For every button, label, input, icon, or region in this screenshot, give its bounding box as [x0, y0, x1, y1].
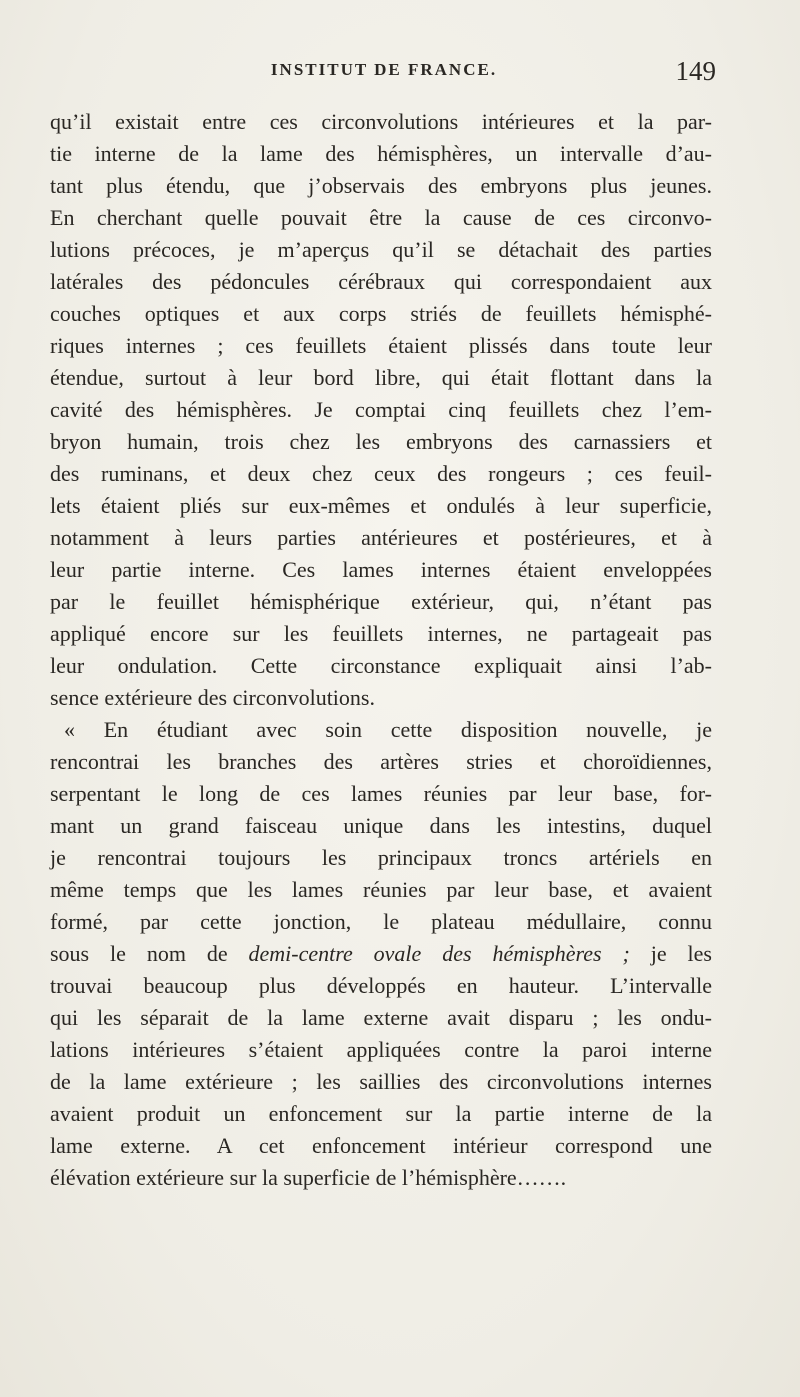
page-header	[52, 56, 716, 90]
text-line: leur partie interne. Ces lames internes étaient enveloppées	[50, 557, 712, 582]
text-line: formé, par cette jonction, le plateau médullaire, connu	[50, 909, 712, 934]
text-line: élévation extérieure sur la superficie de l’hémisphère…….	[50, 1165, 567, 1190]
text-line: lets étaient pliés sur eux-mêmes et ondulés à leur superficie,	[50, 493, 712, 518]
text-segment: je les	[629, 941, 712, 966]
text-line: de la lame extérieure ; les saillies des circonvolutions internes	[50, 1069, 712, 1094]
text-line: riques internes ; ces feuillets étaient plissés dans toute leur	[50, 333, 712, 358]
text-line: couches optiques et aux corps striés de feuillets hémisphé-	[50, 301, 712, 326]
running-head: INSTITUT DE FRANCE.	[270, 60, 498, 79]
text-line: « En étudiant avec soin cette disposition nouvelle, je	[64, 717, 712, 742]
text-line: bryon humain, trois chez les embryons des carnassiers et	[50, 429, 712, 454]
text-line: étendue, surtout à leur bord libre, qui était flottant dans la	[50, 365, 712, 390]
page-number: 149	[675, 56, 716, 86]
text-line: tant plus étendu, que j’observais des embryons plus jeunes.	[50, 173, 712, 198]
text-line: qu’il existait entre ces circonvolutions intérieures et la par-	[50, 109, 712, 134]
text-line: par le feuillet hémisphérique extérieur, qui, n’étant pas	[50, 589, 712, 614]
text-line: latérales des pédoncules cérébraux qui correspondaient aux	[50, 269, 712, 294]
text-line: notamment à leurs parties antérieures et postérieures, et à	[50, 525, 712, 550]
text-line: je rencontrai toujours les principaux troncs artériels en	[50, 845, 712, 870]
text-line: appliqué encore sur les feuillets internes, ne partageait pas	[50, 621, 712, 646]
text-line: rencontrai les branches des artères stries et choroïdiennes,	[50, 749, 712, 774]
text-line: mant un grand faisceau unique dans les intestins, duquel	[50, 813, 712, 838]
italic-term: demi-centre ovale des hémisphères ;	[248, 941, 630, 966]
text-line: qui les séparait de la lame externe avait disparu ; les ondu-	[50, 1005, 712, 1030]
text-line: sence extérieure des circonvolutions.	[50, 685, 375, 710]
text-line: lations intérieures s’étaient appliquées contre la paroi interne	[50, 1037, 712, 1062]
text-line: avaient produit un enfoncement sur la partie interne de la	[50, 1101, 712, 1126]
text-line: En cherchant quelle pouvait être la cause de ces circonvo-	[50, 205, 712, 230]
text-line-with-italic	[50, 938, 712, 970]
text-line: lame externe. A cet enfoncement intérieur correspond une	[50, 1133, 712, 1158]
text-line: cavité des hémisphères. Je comptai cinq feuillets chez l’em-	[50, 397, 712, 422]
text-line: lutions précoces, je m’aperçus qu’il se détachait des parties	[50, 237, 712, 262]
text-line: tie interne de la lame des hémisphères, un intervalle d’au-	[50, 141, 712, 166]
text-line: trouvai beaucoup plus développés en hauteur. L’intervalle	[50, 973, 712, 998]
body-text	[50, 106, 712, 1194]
text-line: des ruminans, et deux chez ceux des rongeurs ; ces feuil-	[50, 461, 712, 486]
text-line: leur ondulation. Cette circonstance expliquait ainsi l’ab-	[50, 653, 712, 678]
text-line: serpentant le long de ces lames réunies par leur base, for-	[50, 781, 712, 806]
text-segment: sous le nom de	[50, 941, 249, 966]
text-line: même temps que les lames réunies par leur base, et avaient	[50, 877, 712, 902]
